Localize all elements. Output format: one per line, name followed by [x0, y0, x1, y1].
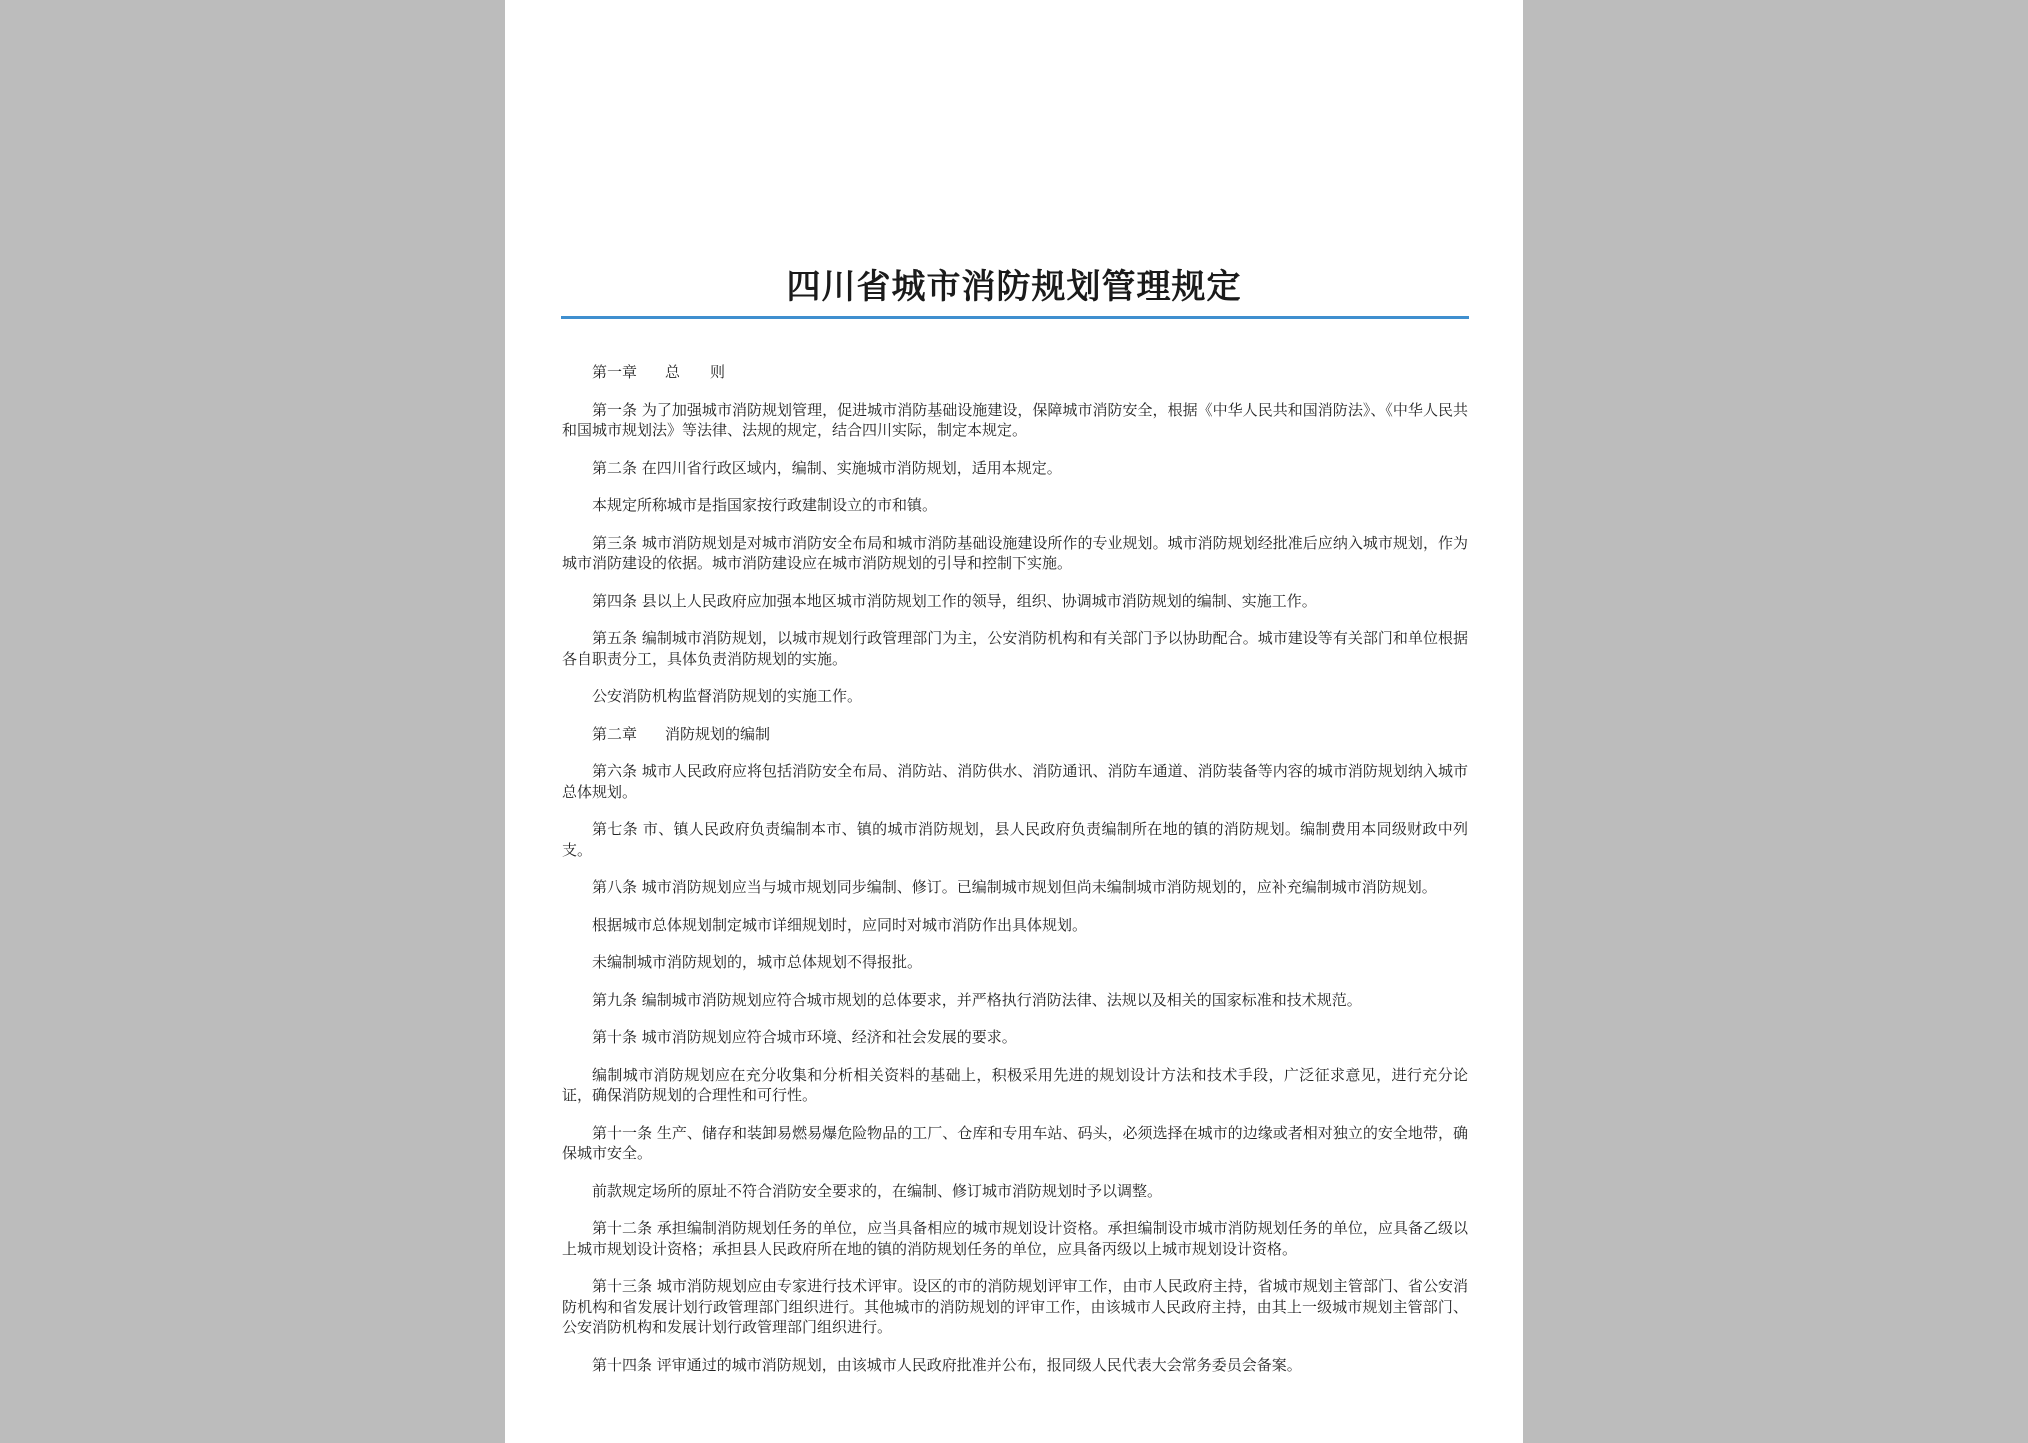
chapter-label: 第一章 — [592, 363, 638, 381]
document-body — [562, 362, 1468, 1392]
paragraph: 第七条 市、镇人民政府负责编制本市、镇的城市消防规划，县人民政府负责编制所在地的镇的消防规划。编制费用本同级财政中列支。 — [562, 820, 1468, 859]
paragraph: 第十四条 评审通过的城市消防规划，由该城市人民政府批准并公布，报同级人民代表大会常务委员会备案。 — [592, 1355, 1302, 1374]
paragraph: 第三条 城市消防规划是对城市消防安全布局和城市消防基础设施建设所作的专业规划。城市消防规划经批准后应纳入城市规划，作为城市消防建设的依据。城市消防建设应在城市消防规划的引导和控制下实施。 — [562, 533, 1468, 572]
chapter-name: 总 则 — [665, 363, 726, 381]
paragraph: 第十二条 承担编制消防规划任务的单位，应当具备相应的城市规划设计资格。承担编制设市城市消防规划任务的单位，应具备乙级以上城市规划设计资格；承担县人民政府所在地的镇的消防规划任务的单位，应具备丙级以上城市规划设计资格。 — [562, 1219, 1468, 1258]
chapter-label: 第二章 — [592, 724, 638, 743]
paragraph: 第六条 城市人民政府应将包括消防安全布局、消防站、消防供水、消防通讯、消防车通道、消防装备等内容的城市消防规划纳入城市总体规划。 — [562, 762, 1468, 801]
paragraph: 第十条 城市消防规划应符合城市环境、经济和社会发展的要求。 — [592, 1028, 1017, 1046]
paragraph: 第四条 县以上人民政府应加强本地区城市消防规划工作的领导，组织、协调城市消防规划的编制、实施工作。 — [592, 591, 1317, 610]
paragraph: 第二条 在四川省行政区域内，编制、实施城市消防规划，适用本规定。 — [592, 458, 1062, 477]
chapter-heading — [562, 724, 1468, 745]
chapter-name: 消防规划的编制 — [665, 724, 771, 743]
paragraph: 公安消防机构监督消防规划的实施工作。 — [592, 687, 863, 705]
document-page — [505, 0, 1523, 1443]
paragraph: 第九条 编制城市消防规划应符合城市规划的总体要求，并严格执行消防法律、法规以及相关的国家标准和技术规范。 — [592, 990, 1362, 1009]
chapter-heading — [562, 362, 1468, 383]
title-divider — [561, 316, 1469, 319]
paragraph: 编制城市消防规划应在充分收集和分析相关资料的基础上，积极采用先进的规划设计方法和技术手段，广泛征求意见，进行充分论证，确保消防规划的合理性和可行性。 — [562, 1065, 1468, 1104]
paragraph: 前款规定场所的原址不符合消防安全要求的，在编制、修订城市消防规划时予以调整。 — [592, 1181, 1163, 1200]
paragraph: 根据城市总体规划制定城市详细规划时，应同时对城市消防作出具体规划。 — [592, 915, 1088, 934]
paragraph: 未编制城市消防规划的，城市总体规划不得报批。 — [592, 953, 923, 971]
paragraph: 本规定所称城市是指国家按行政建制设立的市和镇。 — [592, 496, 938, 514]
paragraph: 第十一条 生产、储存和装卸易燃易爆危险物品的工厂、仓库和专用车站、码头，必须选择在城市的边缘或者相对独立的安全地带，确保城市安全。 — [562, 1123, 1468, 1162]
document-title: 四川省城市消防规划管理规定 — [786, 267, 1242, 307]
paragraph: 第八条 城市消防规划应当与城市规划同步编制、修订。已编制城市规划但尚未编制城市消防规划的，应补充编制城市消防规划。 — [592, 878, 1437, 896]
paragraph: 第十三条 城市消防规划应由专家进行技术评审。设区的市的消防规划评审工作，由市人民政府主持，省城市规划主管部门、省公安消防机构和省发展计划行政管理部门组织进行。其他城市的消防规划的评审工作，由该城市人民政府主持，由其上一级城市规划主管部门、公安消防机构和发展计划行政管理部门组织进行。 — [562, 1277, 1468, 1336]
paragraph: 第一条 为了加强城市消防规划管理，促进城市消防基础设施建设，保障城市消防安全，根据《中华人民共和国消防法》、《中华人民共和国城市规划法》等法律、法规的规定，结合四川实际，制定本规定。 — [562, 400, 1468, 439]
paragraph: 第五条 编制城市消防规划，以城市规划行政管理部门为主，公安消防机构和有关部门予以协助配合。城市建设等有关部门和单位根据各自职责分工，具体负责消防规划的实施。 — [562, 629, 1468, 668]
